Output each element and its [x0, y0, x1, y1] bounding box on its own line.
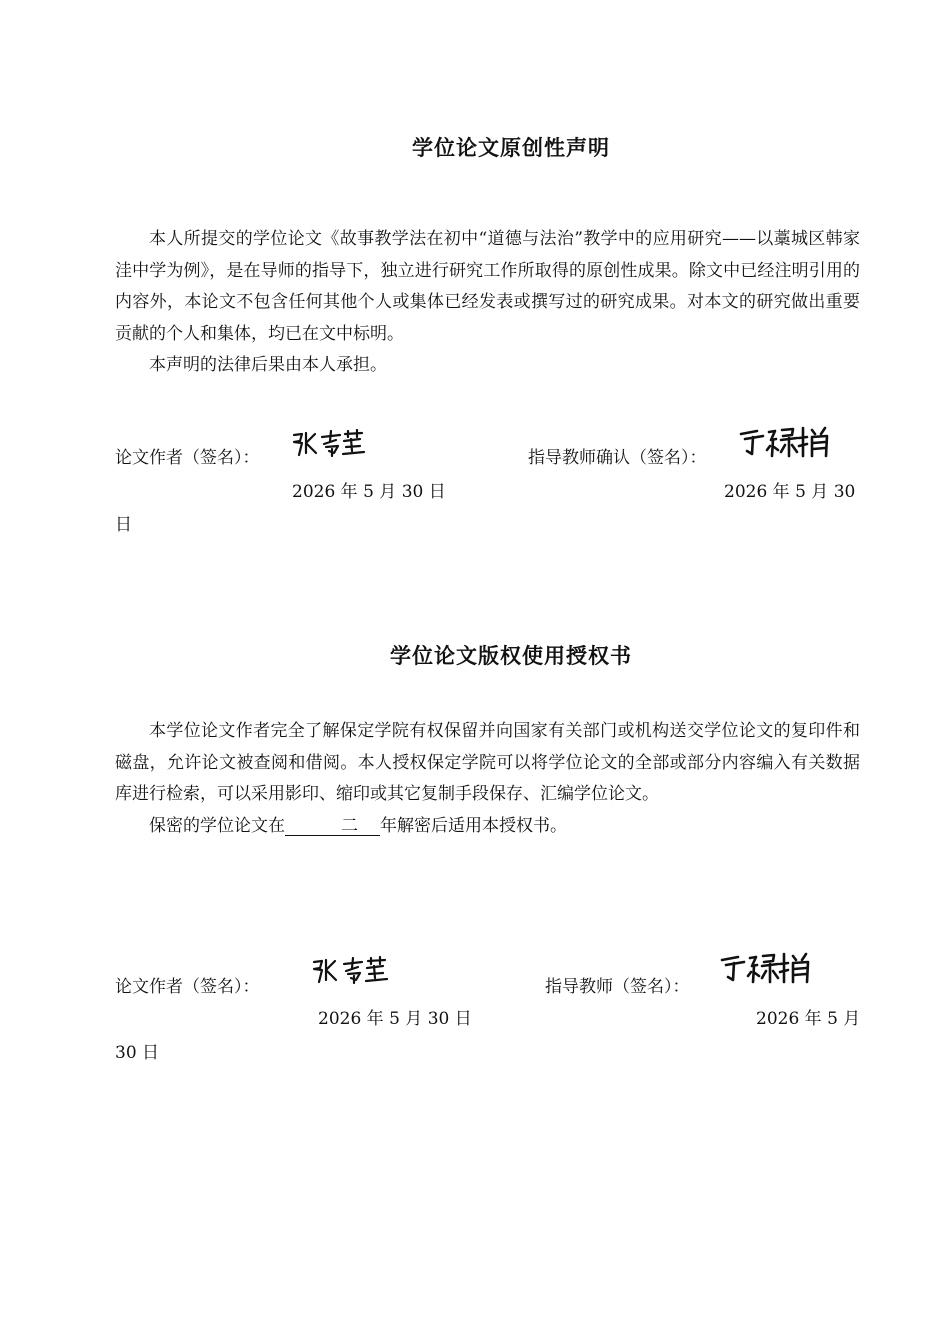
- declaration-advisor-date: 2026 年 5 月 30: [724, 482, 856, 502]
- authorization-title: 学位论文版权使用授权书: [390, 644, 632, 668]
- declaration-paragraph: 本人所提交的学位论文《故事教学法在初中“道德与法治”教学中的应用研究——以藁城区韩家洼中学为例》，是在导师的指导下，独立进行研究工作所取得的原创性成果。除文中已经注明引用的内容外，本论文不包含任何其他个人或集体已经发表或撰写过的研究成果。对本文的研究做出重要贡献的个人和集体，均已在文中标明。: [115, 229, 860, 344]
- authorization-author-date: 2026 年 5 月 30 日: [318, 1009, 472, 1029]
- author-signature-2: [310, 952, 396, 988]
- confidentiality-years-blank: 二: [285, 817, 380, 836]
- declaration-author-date: 2026 年 5 月 30 日: [292, 482, 446, 502]
- confidentiality-text-after: 年解密后适用本授权书。: [380, 815, 567, 836]
- declaration-author-label: 论文作者（签名）：: [115, 448, 260, 468]
- declaration-body: [115, 224, 860, 382]
- declaration-advisor-date-day: 日: [115, 515, 132, 535]
- author-signature: [290, 425, 372, 461]
- advisor-signature-2: [718, 948, 814, 988]
- authorization-author-label: 论文作者（签名）：: [115, 977, 260, 997]
- authorization-advisor-date: 2026 年 5 月: [756, 1009, 861, 1029]
- authorization-advisor-label: 指导教师（签名）：: [545, 977, 690, 997]
- advisor-signature: [737, 422, 833, 462]
- authorization-body: [115, 716, 860, 842]
- confidentiality-paragraph: [115, 811, 860, 843]
- confidentiality-text-before: 保密的学位论文在: [149, 815, 285, 836]
- declaration-advisor-label: 指导教师确认（签名）：: [528, 448, 707, 468]
- authorization-advisor-date-day: 30 日: [115, 1043, 160, 1063]
- declaration-liability-paragraph: 本声明的法律后果由本人承担。: [149, 355, 387, 375]
- authorization-paragraph: 本学位论文作者完全了解保定学院有权保留并向国家有关部门或机构送交学位论文的复印件和磁盘，允许论文被查阅和借阅。本人授权保定学院可以将学位论文的全部或部分内容编入有关数据库进行检索，可以采用影印、缩印或其它复制手段保存、汇编学位论文。: [115, 721, 860, 804]
- declaration-title: 学位论文原创性声明: [412, 136, 610, 160]
